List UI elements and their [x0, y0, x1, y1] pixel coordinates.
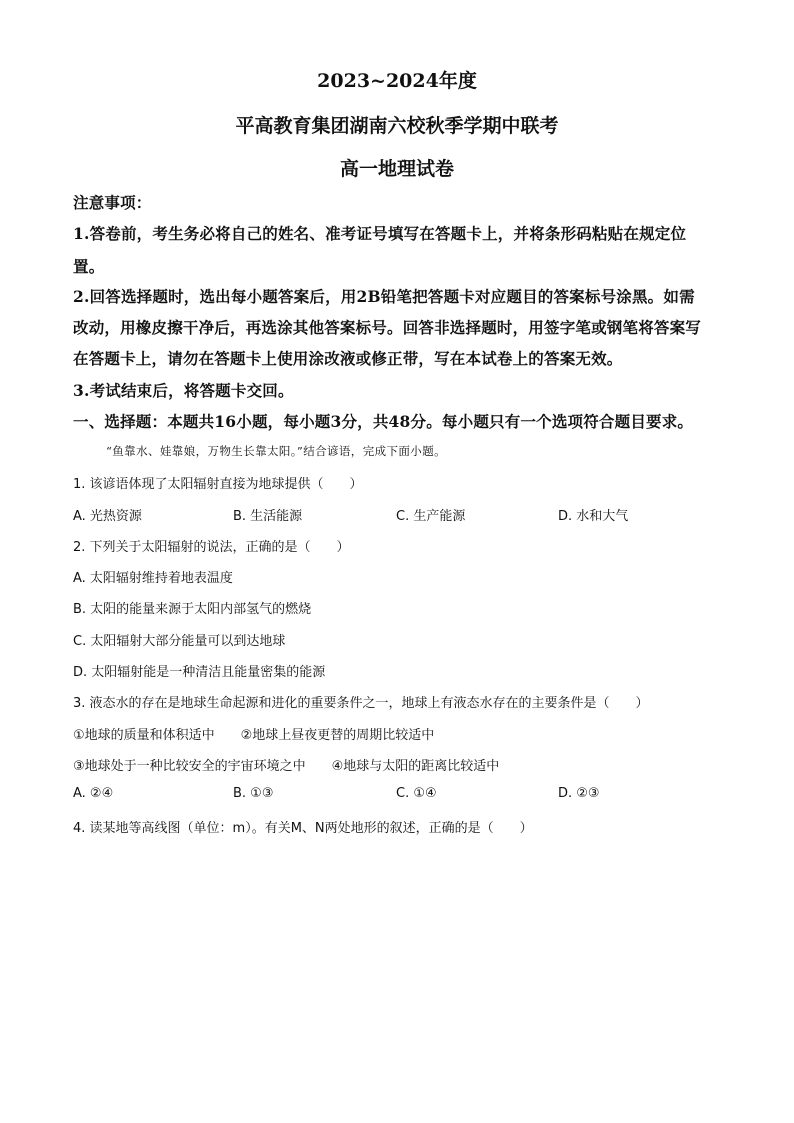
section-intro: “鱼靠水、娃靠娘，万物生长靠太阳。”结合谚语，完成下面小题。 — [106, 444, 447, 458]
q1-option-b: B. 生活能源 — [233, 509, 303, 524]
notice-item: 2.回答选择题时，选出每小题答案后，用2B铅笔把答题卡对应题目的答案标号涂黑。如需 — [73, 287, 695, 306]
q2-option-d: D. 太阳辐射能是一种清洁且能量密集的能源 — [73, 665, 326, 680]
exam-organization: 平高教育集团湖南六校秋季学期中联考 — [235, 115, 559, 137]
exam-subject-title: 高一地理试卷 — [339, 158, 454, 180]
question-4-stem: 4. 读某地等高线图（单位：m）。有关M、N两处地形的叙述，正确的是（ ） — [73, 821, 533, 836]
q3-option-a: A. ②④ — [73, 786, 114, 801]
q2-option-b: B. 太阳的能量来源于太阳内部氢气的燃烧 — [73, 602, 312, 617]
q3-condition-line: ③地球处于一种比较安全的宇宙环境之中 ④地球与太阳的距离比较适中 — [73, 759, 500, 774]
q3-condition-line: ①地球的质量和体积适中 ②地球上昼夜更替的周期比较适中 — [73, 728, 435, 743]
q2-option-c: C. 太阳辐射大部分能量可以到达地球 — [73, 634, 286, 649]
section-heading: 一、选择题：本题共16小题，每小题3分，共48分。每小题只有一个选项符合题目要求。 — [73, 412, 694, 431]
q1-option-d: D. 水和大气 — [558, 509, 629, 524]
question-3-stem: 3. 液态水的存在是地球生命起源和进化的重要条件之一，地球上有液态水存在的主要条件是（ ） — [73, 696, 649, 711]
notice-item: 改动，用橡皮擦干净后，再选涂其他答案标号。回答非选择题时，用签字笔或钢笔将答案写 — [73, 318, 702, 337]
q1-option-c: C. 生产能源 — [396, 509, 466, 524]
notice-item: 在答题卡上，请勿在答题卡上使用涂改液或修正带，写在本试卷上的答案无效。 — [73, 349, 623, 368]
q3-option-b: B. ①③ — [233, 786, 274, 801]
q3-option-c: C. ①④ — [396, 786, 437, 801]
q2-option-a: A. 太阳辐射维持着地表温度 — [73, 571, 233, 586]
question-2-stem: 2. 下列关于太阳辐射的说法，正确的是（ ） — [73, 540, 350, 555]
notice-item: 1.答卷前，考生务必将自己的姓名、准考证号填写在答题卡上，并将条形码粘贴在规定位 — [73, 224, 687, 243]
q1-option-a: A. 光热资源 — [73, 509, 142, 524]
exam-year: 2023~2024年度 — [317, 70, 477, 92]
question-1-stem: 1. 该谚语体现了太阳辐射直接为地球提供（ ） — [73, 477, 363, 492]
notice-item: 3.考试结束后，将答题卡交回。 — [73, 381, 294, 400]
q3-option-d: D. ②③ — [558, 786, 600, 801]
notice-item: 置。 — [73, 257, 105, 276]
notice-title: 注意事项： — [73, 193, 152, 212]
